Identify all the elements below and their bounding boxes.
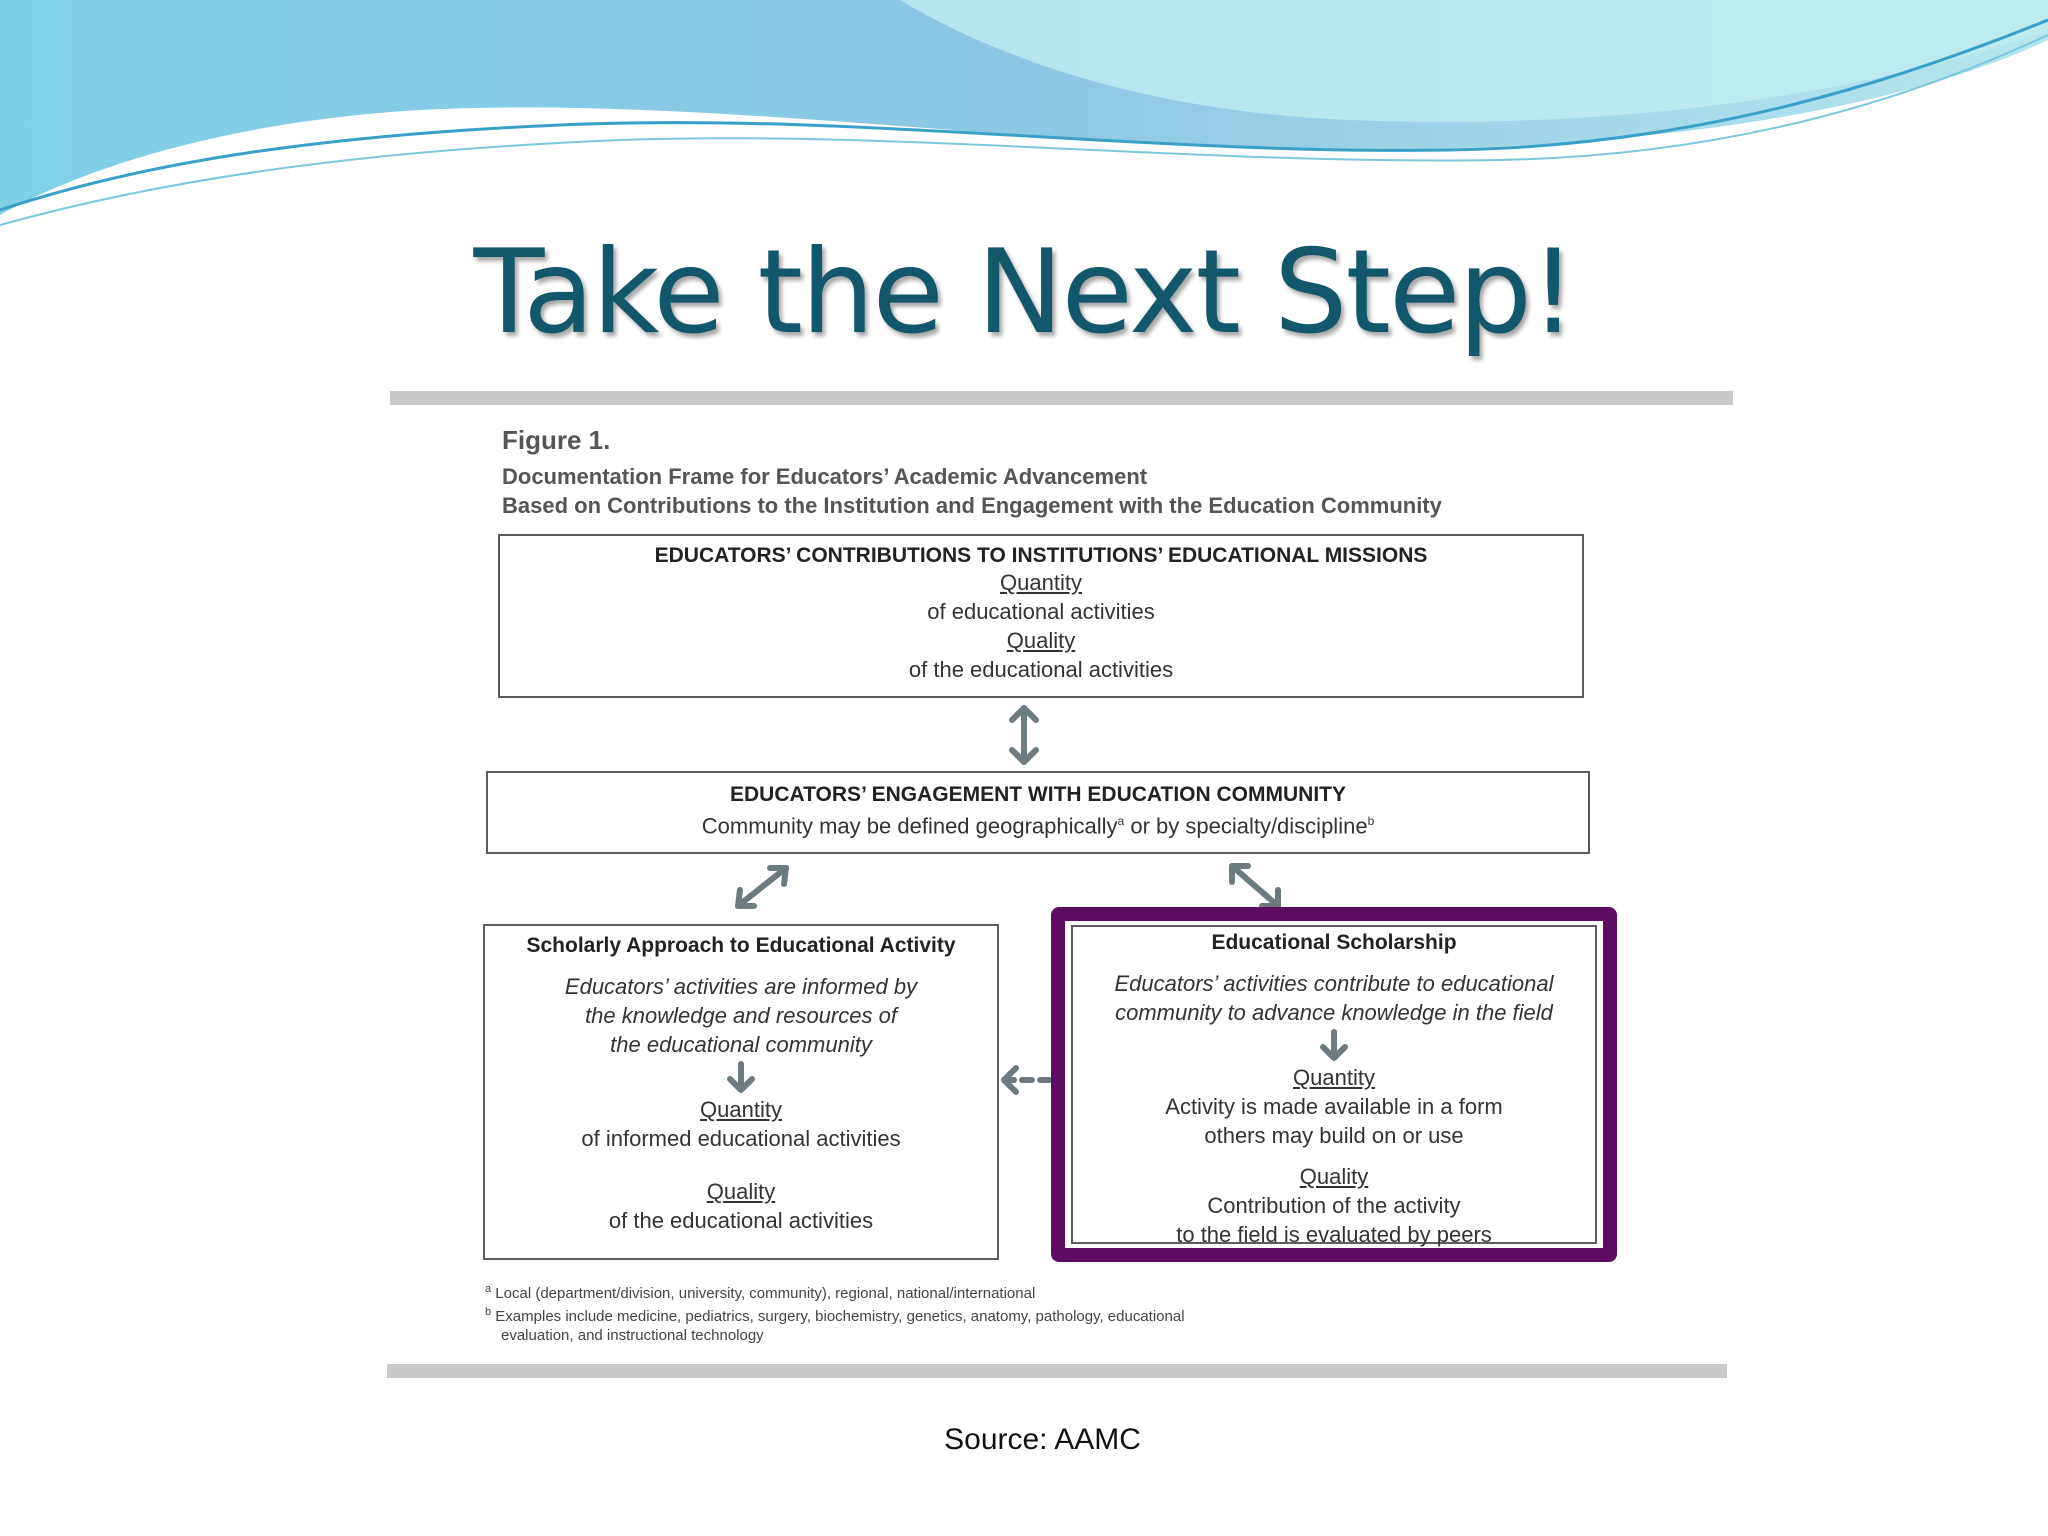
figure-caption-line-1: Documentation Frame for Educators’ Academic Advancement <box>502 464 1148 489</box>
down-arrow-icon <box>724 1061 758 1095</box>
scholarship-quantity-label: Quantity <box>1293 1065 1375 1090</box>
contributions-box <box>498 534 1584 698</box>
scholarship-desc-2: community to advance knowledge in the field <box>1115 1000 1553 1025</box>
figure-label: Figure 1. <box>502 425 611 455</box>
bidirectional-arrow-vertical <box>1000 700 1048 770</box>
scholarly-quality-text: of the educational activities <box>608 1208 874 1233</box>
bidirectional-arrow-diagonal-right <box>1222 858 1288 914</box>
down-arrow-icon <box>1317 1029 1351 1063</box>
scholarship-title: Educational Scholarship <box>1211 931 1457 954</box>
contributions-quantity-text: of educational activities <box>927 599 1155 624</box>
scholarly-quantity-label: Quantity <box>700 1097 782 1122</box>
figure-top-rule <box>390 391 1733 405</box>
figure-caption-line-2: Based on Contributions to the Institution and Engagement with the Education Community <box>502 493 1442 518</box>
scholarship-quantity-text-2: others may build on or use <box>1204 1123 1464 1148</box>
engagement-box <box>486 771 1590 854</box>
footnote-a-mark: a <box>485 1283 492 1295</box>
wave-header-decoration <box>0 0 2048 240</box>
scholarly-approach-box <box>483 924 999 1260</box>
scholarship-quality-text-1: Contribution of the activity <box>1207 1193 1461 1218</box>
footnote-a <box>485 1280 1185 1303</box>
footnote-b <box>485 1303 1185 1326</box>
scholarship-quality-label: Quality <box>1299 1164 1369 1189</box>
contributions-quality-label: Quality <box>1006 628 1076 653</box>
contributions-quality-text: of the educational activities <box>908 657 1174 682</box>
footnote-b-text-2: evaluation, and instructional technology <box>501 1327 764 1344</box>
contributions-quantity-label: Quantity <box>1000 570 1082 595</box>
educational-scholarship-box <box>1071 925 1597 1247</box>
figure-bottom-rule <box>387 1364 1727 1378</box>
engagement-subtitle <box>488 807 1588 840</box>
scholarly-desc-3: the educational community <box>610 1032 872 1057</box>
scholarly-desc-2: the knowledge and resources of <box>585 1003 897 1028</box>
engagement-title: EDUCATORS’ ENGAGEMENT WITH EDUCATION COMMUNITY <box>730 783 1346 806</box>
scholarship-quality-text-2: to the field is evaluated by peers <box>1176 1222 1492 1247</box>
bidirectional-arrow-diagonal-left <box>728 860 798 916</box>
engagement-sup-b: b <box>1367 814 1375 828</box>
contributions-title: EDUCATORS’ CONTRIBUTIONS TO INSTITUTIONS’ EDUCATIONAL MISSIONS <box>654 544 1428 567</box>
scholarship-desc-1: Educators’ activities contribute to educational <box>1114 971 1554 996</box>
engagement-subtitle-b: or by specialty/discipline <box>1124 813 1368 839</box>
engagement-sup-a: a <box>1117 814 1125 828</box>
figure-footnotes <box>485 1280 1185 1345</box>
source-credit: Source: AAMC <box>944 1423 1141 1456</box>
dashed-arrow-left <box>996 1060 1056 1100</box>
footnote-b-mark: b <box>485 1306 492 1318</box>
scholarly-desc-1: Educators’ activities are informed by <box>564 974 918 999</box>
engagement-subtitle-a: Community may be defined geographically <box>701 813 1118 839</box>
slide-title: Take the Next Step! <box>473 225 1575 360</box>
footnote-b-text-1: Examples include medicine, pediatrics, surgery, biochemistry, genetics, anatomy, pathology, educational <box>495 1308 1185 1325</box>
scholarship-quantity-text-1: Activity is made available in a form <box>1165 1094 1503 1119</box>
figure-heading <box>502 425 1442 520</box>
educational-scholarship-highlight <box>1051 907 1617 1262</box>
footnote-a-text: Local (department/division, university, community), regional, national/international <box>495 1285 1036 1302</box>
scholarly-quantity-text: of informed educational activities <box>581 1126 901 1151</box>
scholarly-quality-label: Quality <box>706 1179 776 1204</box>
scholarly-title: Scholarly Approach to Educational Activity <box>526 934 956 957</box>
